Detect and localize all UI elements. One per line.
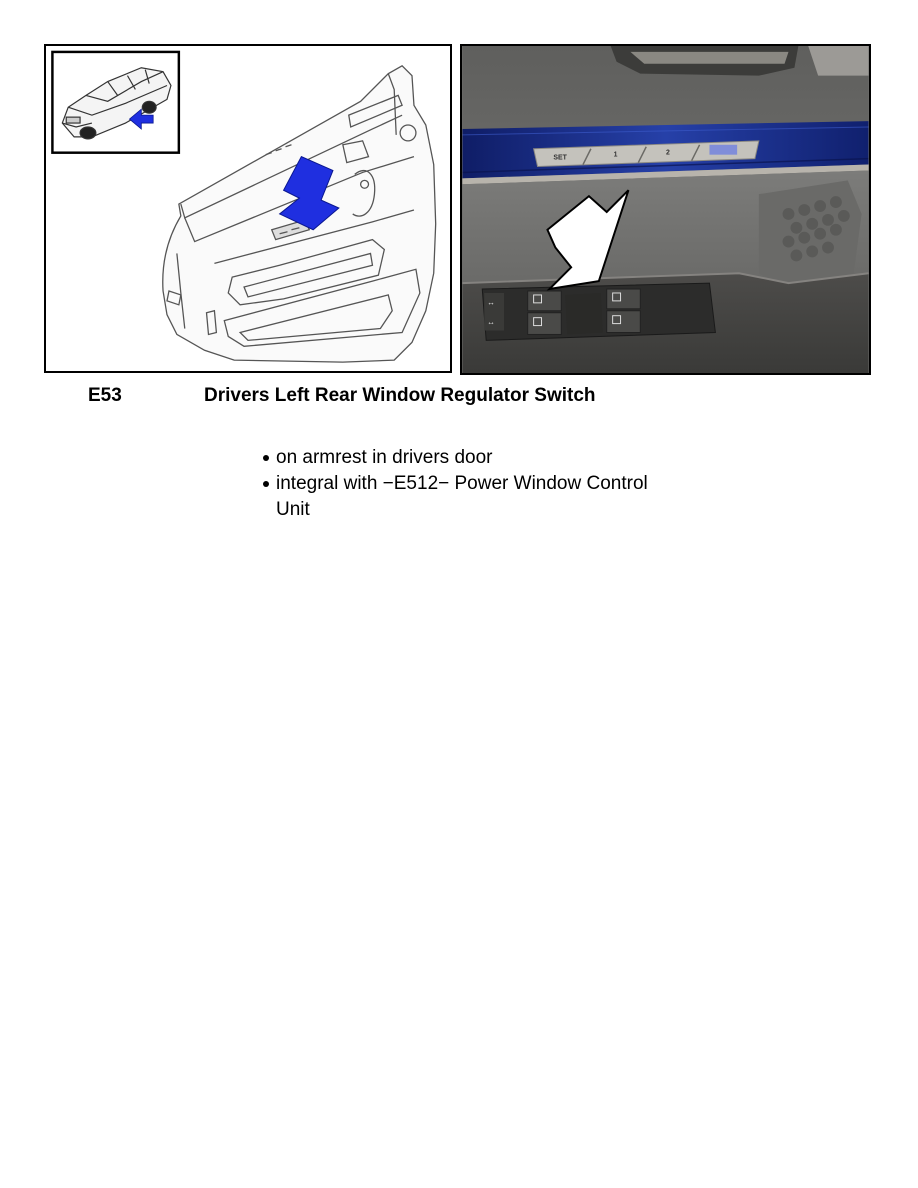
note-text: on armrest in drivers door bbox=[276, 447, 493, 468]
bullet-icon bbox=[263, 455, 269, 461]
memory-1-label: 1 bbox=[613, 151, 618, 159]
svg-text:↔: ↔ bbox=[487, 317, 496, 327]
door-photo-figure bbox=[460, 44, 871, 375]
note-location bbox=[260, 445, 740, 471]
door-panel-illustration bbox=[46, 46, 450, 371]
component-code: E53 bbox=[88, 385, 122, 406]
note-integration bbox=[260, 471, 740, 523]
door-armrest-photo bbox=[462, 46, 869, 373]
location-notes bbox=[260, 445, 740, 523]
memory-set-label: SET bbox=[553, 154, 567, 162]
bullet-icon bbox=[263, 481, 269, 487]
window-switch-panel bbox=[482, 283, 715, 340]
svg-text:↔: ↔ bbox=[487, 297, 496, 307]
component-title: Drivers Left Rear Window Regulator Switch bbox=[204, 385, 596, 406]
note-text-continuation: Unit bbox=[276, 499, 310, 520]
memory-2-label: 2 bbox=[665, 149, 670, 157]
door-diagram-figure bbox=[44, 44, 452, 373]
note-text: integral with −E512− Power Window Control bbox=[276, 473, 648, 494]
